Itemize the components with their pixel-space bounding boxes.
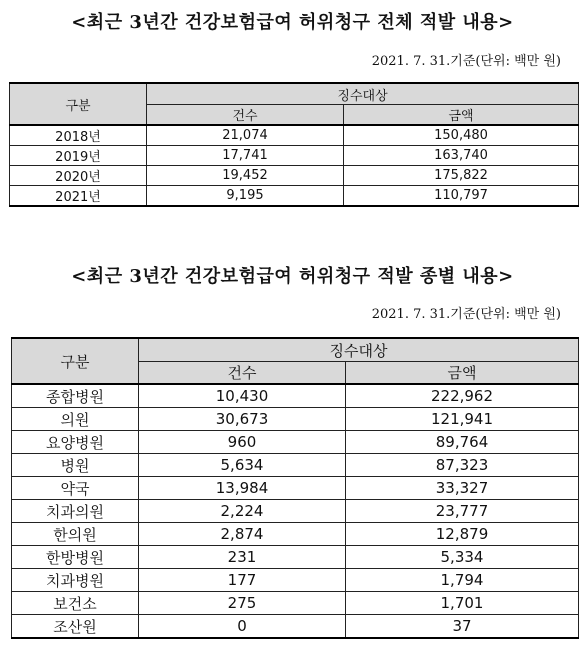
row-label: 2020년 — [10, 166, 147, 186]
header-amount: 금액 — [346, 362, 579, 385]
row-label: 2019년 — [10, 146, 147, 166]
row-amount: 1,701 — [346, 592, 579, 615]
header-count: 건수 — [139, 362, 346, 385]
row-amount: 23,777 — [346, 500, 579, 523]
table-row — [12, 500, 579, 523]
row-count: 17,741 — [147, 146, 344, 166]
row-label: 보건소 — [12, 592, 139, 615]
row-label: 치과의원 — [12, 500, 139, 523]
row-label: 2021년 — [10, 186, 147, 207]
row-label: 약국 — [12, 477, 139, 500]
row-count: 2,874 — [139, 523, 346, 546]
row-amount: 121,941 — [346, 408, 579, 431]
row-count: 19,452 — [147, 166, 344, 186]
row-label: 한의원 — [12, 523, 139, 546]
table-row — [12, 477, 579, 500]
row-count: 13,984 — [139, 477, 346, 500]
row-amount: 5,334 — [346, 546, 579, 569]
header-count: 건수 — [147, 105, 344, 126]
table-row — [12, 546, 579, 569]
table1-title: <최근 3년간 건강보험급여 허위청구 전체 적발 내용> — [71, 12, 514, 33]
row-count: 21,074 — [147, 125, 344, 146]
table-row — [12, 569, 579, 592]
institution-type-detection-table — [11, 337, 579, 639]
row-amount: 1,794 — [346, 569, 579, 592]
header-category: 구분 — [12, 338, 139, 384]
row-label: 종합병원 — [12, 384, 139, 408]
table-row — [10, 125, 579, 146]
table-row — [12, 454, 579, 477]
row-count: 5,634 — [139, 454, 346, 477]
header-category: 구분 — [10, 83, 147, 125]
row-count: 9,195 — [147, 186, 344, 207]
row-count: 960 — [139, 431, 346, 454]
row-amount: 222,962 — [346, 384, 579, 408]
row-amount: 163,740 — [344, 146, 579, 166]
row-amount: 89,764 — [346, 431, 579, 454]
table-row — [12, 523, 579, 546]
row-amount: 33,327 — [346, 477, 579, 500]
table-row — [12, 615, 579, 639]
table-row — [12, 592, 579, 615]
row-label: 병원 — [12, 454, 139, 477]
table-row — [12, 431, 579, 454]
row-amount: 150,480 — [344, 125, 579, 146]
table-row — [10, 186, 579, 207]
row-label: 한방병원 — [12, 546, 139, 569]
row-amount: 175,822 — [344, 166, 579, 186]
table2-title: <최근 3년간 건강보험급여 허위청구 적발 종별 내용> — [71, 266, 514, 287]
row-count: 0 — [139, 615, 346, 639]
row-label: 의원 — [12, 408, 139, 431]
row-count: 10,430 — [139, 384, 346, 408]
row-amount: 87,323 — [346, 454, 579, 477]
table1-unit-note: 2021. 7. 31.기준(단위: 백만 원) — [371, 54, 561, 69]
table2-unit-note: 2021. 7. 31.기준(단위: 백만 원) — [371, 307, 561, 322]
header-amount: 금액 — [344, 105, 579, 126]
row-label: 요양병원 — [12, 431, 139, 454]
row-count: 177 — [139, 569, 346, 592]
row-label: 2018년 — [10, 125, 147, 146]
yearly-detection-table — [9, 82, 579, 207]
header-collection-target: 징수대상 — [139, 338, 579, 362]
row-amount: 12,879 — [346, 523, 579, 546]
row-amount: 110,797 — [344, 186, 579, 207]
row-label: 조산원 — [12, 615, 139, 639]
table-row — [12, 408, 579, 431]
table-row — [12, 384, 579, 408]
row-count: 231 — [139, 546, 346, 569]
row-count: 30,673 — [139, 408, 346, 431]
table-row — [10, 166, 579, 186]
row-count: 275 — [139, 592, 346, 615]
table-row — [10, 146, 579, 166]
header-collection-target: 징수대상 — [147, 83, 579, 105]
row-label: 치과병원 — [12, 569, 139, 592]
row-amount: 37 — [346, 615, 579, 639]
row-count: 2,224 — [139, 500, 346, 523]
